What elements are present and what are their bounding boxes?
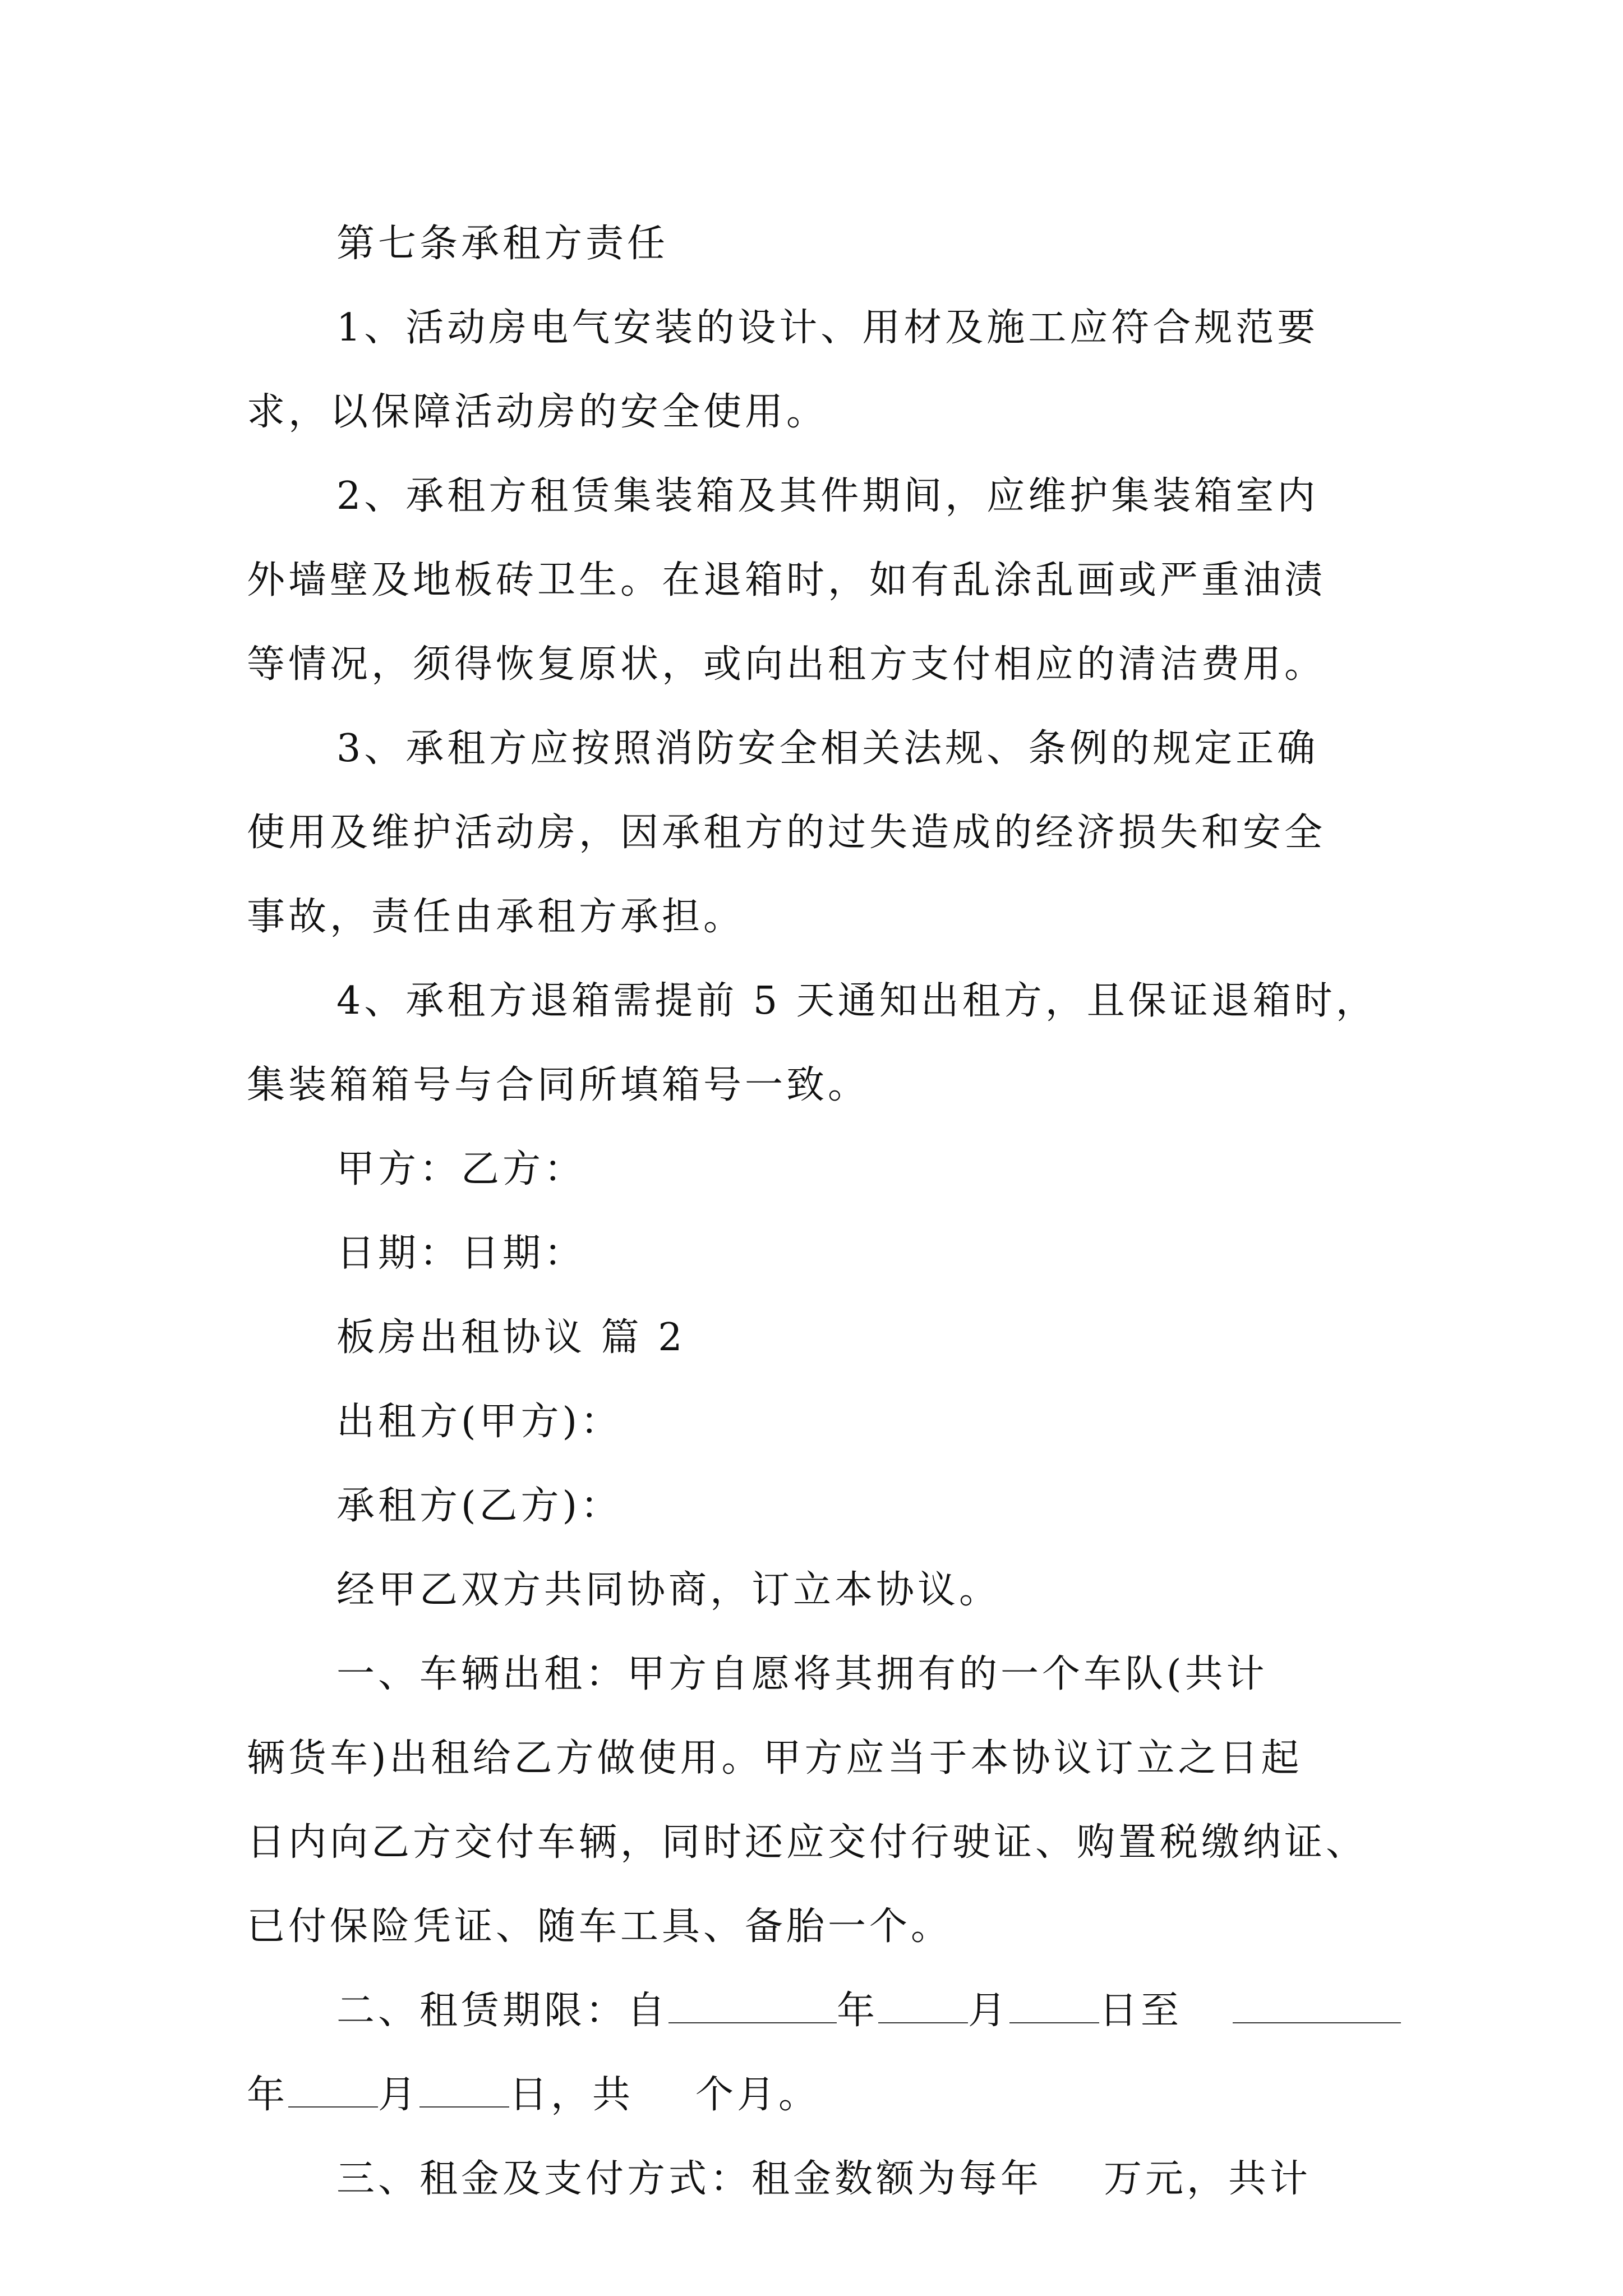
clause-1-line-2: 辆货车)出租给乙方做使用。甲方应当于本协议订立之日起 [247, 1736, 1303, 1780]
clause-2-month2-label: 月 [378, 2073, 420, 2117]
article-7-item-2-line-1: 2、承租方租赁集装箱及其件期间，应维护集装箱室内 [336, 474, 1319, 518]
clause-2-day-to-label: 日至 [1099, 1989, 1183, 2033]
signature-dates: 日期：日期： [336, 1231, 586, 1276]
article-7-item-2-line-3: 等情况，须得恢复原状，或向出租方支付相应的清洁费用。 [247, 642, 1326, 687]
start-day-blank [1009, 1989, 1099, 2023]
preamble: 经甲乙双方共同协商，订立本协议。 [336, 1568, 1001, 1612]
article-7-item-3-line-1: 3、承租方应按照消防安全相关法规、条例的规定正确 [336, 726, 1319, 771]
article-7-item-4-line-2: 集装箱箱号与合同所填箱号一致。 [247, 1063, 870, 1107]
clause-2-line-2 [247, 2053, 1391, 2137]
end-month-blank [288, 2073, 378, 2108]
end-day-blank [419, 2073, 509, 2108]
start-year-blank [668, 1989, 837, 2023]
agreement-2-title: 板房出租协议 篇 2 [336, 1315, 686, 1360]
clause-3-prefix: 三、租金及支付方式：租金数额为每年 [336, 2157, 1043, 2201]
clause-2-month-label: 月 [968, 1989, 1010, 2033]
clause-3-line-1 [247, 2137, 1391, 2221]
article-7-title: 第七条承租方责任 [336, 222, 669, 266]
clause-1-line-4: 已付保险凭证、随车工具、备胎一个。 [247, 1904, 953, 1949]
article-7-item-3-line-3: 事故，责任由承租方承担。 [247, 895, 745, 939]
clause-3-suffix: 万元，共计 [1104, 2157, 1312, 2201]
lessor-line: 出租方(甲方)： [336, 1400, 623, 1444]
clause-1-line-3: 日内向乙方交付车辆，同时还应交付行驶证、购置税缴纳证、 [247, 1820, 1368, 1865]
lessee-line: 承租方(乙方)： [336, 1484, 623, 1528]
article-7-item-1-line-2: 求，以保障活动房的安全使用。 [247, 390, 828, 434]
document-body [247, 202, 1391, 2221]
end-year-blank [1233, 1989, 1401, 2023]
article-7-item-3-line-2: 使用及维护活动房，因承租方的过失造成的经济损失和安全 [247, 811, 1326, 855]
clause-2-total-label: 日，共 [509, 2073, 634, 2117]
article-7-item-2-line-2: 外墙壁及地板砖卫生。在退箱时，如有乱涂乱画或严重油渍 [247, 558, 1326, 602]
start-month-blank [878, 1989, 968, 2023]
clause-2-months-label: 个月。 [695, 2073, 820, 2117]
clause-2-year-label: 年 [837, 1989, 879, 2033]
article-7-item-1-line-1: 1、活动房电气安装的设计、用材及施工应符合规范要 [336, 306, 1319, 350]
clause-2-line-1 [247, 1969, 1391, 2053]
clause-1-line-1: 一、车辆出租：甲方自愿将其拥有的一个车队(共计 [336, 1652, 1268, 1696]
signature-parties: 甲方：乙方： [336, 1147, 586, 1191]
article-7-item-4-line-1: 4、承租方退箱需提前 5 天通知出租方，且保证退箱时， [336, 979, 1377, 1023]
clause-2-prefix: 二、租赁期限：自 [336, 1989, 669, 2033]
clause-2-year2-label: 年 [247, 2073, 289, 2117]
